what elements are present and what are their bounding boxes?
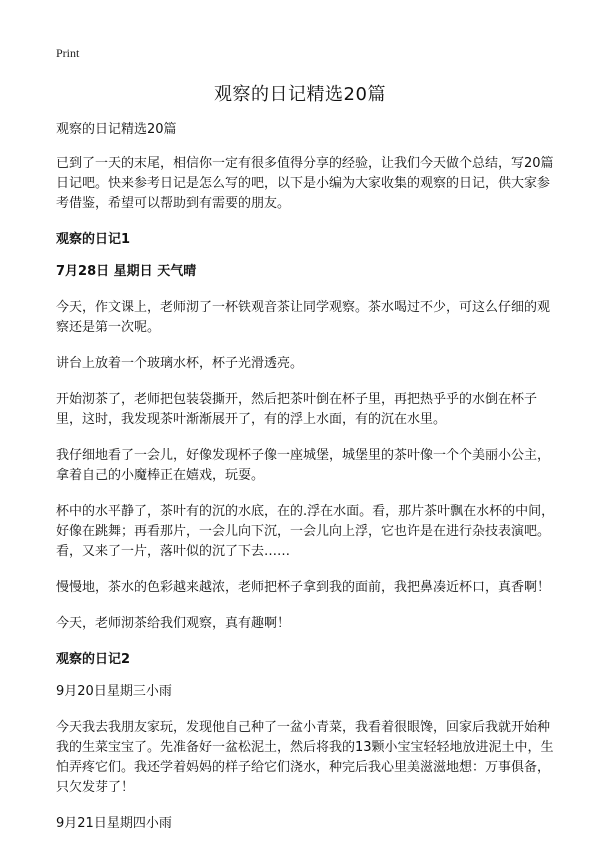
diary2-next-date: 9月21日星期四小雨 — [56, 816, 172, 831]
diary1-date: 7月28日 星期日 天气晴 — [56, 264, 197, 279]
diary2-date: 9月20日星期三小雨 — [56, 684, 172, 699]
diary1-paragraph-7: 今天，老师沏茶给我们观察，真有趣啊！ — [56, 616, 291, 631]
diary2-heading: 观察的日记2 — [56, 652, 131, 667]
diary1-paragraph-5: 杯中的水平静了，茶叶有的沉的水底，在的.浮在水面。看，那片茶叶飘在水杯的中间，好像在跳舞；再看那片，一会儿向下沉，一会儿向上浮，它也许是在进行杂技表演吧。看，又来了一片，落叶似的沉了下去…… — [56, 504, 555, 559]
diary1-paragraph-2: 讲台上放着一个玻璃水杯，杯子光滑透亮。 — [56, 356, 304, 371]
diary2-paragraph-1: 今天我去我朋友家玩，发现他自己种了一盆小青菜，我看着很眼馋，回家后我就开始种我的生菜宝宝了。先准备好一盆松泥土，然后将我的13颗小宝宝轻轻地放进泥土中，生怕弄疼它们。我还学着妈妈的样子给它们浇水，种完后我心里美滋滋地想：万事俱备，只欠发芽了！ — [56, 720, 554, 795]
diary1-paragraph-4: 我仔细地看了一会儿，好像发现杯子像一座城堡，城堡里的茶叶像一个个美丽小公主，拿着自己的小魔棒正在嬉戏，玩耍。 — [56, 448, 551, 483]
subtitle: 观察的日记精选20篇 — [56, 122, 177, 137]
diary1-heading: 观察的日记1 — [56, 232, 131, 247]
diary1-paragraph-3: 开始沏茶了，老师把包装袋撕开，然后把茶叶倒在杯子里，再把热乎乎的水倒在杯子里，这时，我发现茶叶渐渐展开了，有的浮上水面，有的沉在水里。 — [56, 392, 538, 427]
diary1-paragraph-6: 慢慢地，茶水的色彩越来越浓，老师把杯子拿到我的面前，我把鼻凑近杯口，真香啊！ — [56, 580, 551, 595]
diary1-paragraph-1: 今天，作文课上，老师沏了一杯铁观音茶让同学观察。茶水喝过不少，可这么仔细的观察还是第一次呢。 — [56, 300, 551, 335]
print-link[interactable]: Print — [56, 46, 80, 60]
page-title: 观察的日记精选20篇 — [214, 84, 386, 105]
intro-paragraph: 已到了一天的末尾，相信你一定有很多值得分享的经验，让我们今天做个总结，写20篇日记吧。快来参考日记是怎么写的吧，以下是小编为大家收集的观察的日记，供大家参考借鉴，希望可以帮助到有需要的朋友。 — [56, 156, 554, 211]
document-body — [56, 120, 556, 850]
